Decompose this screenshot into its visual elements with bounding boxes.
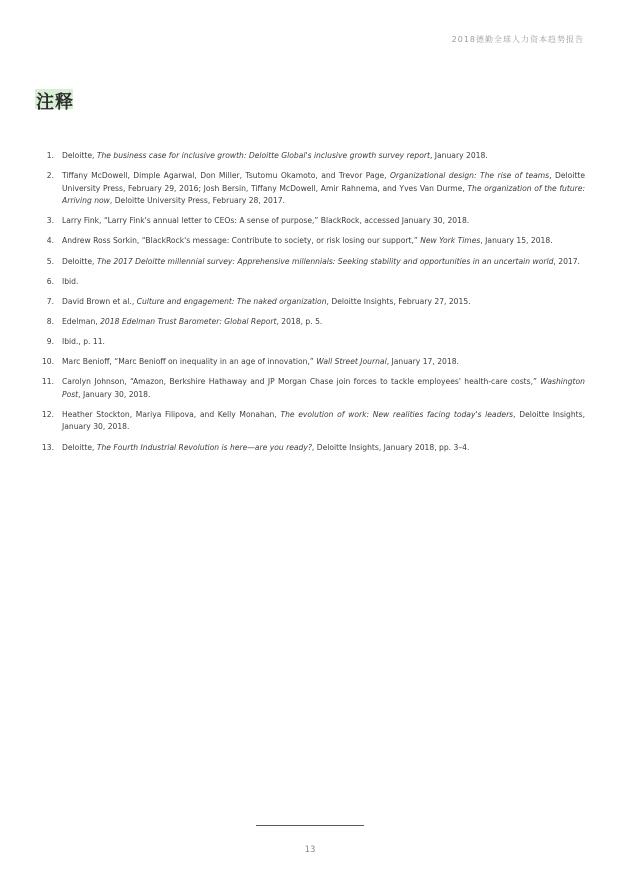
note-text: [62, 442, 585, 455]
note-item: [32, 215, 585, 228]
note-item: [32, 336, 585, 349]
note-number: 5.: [46, 256, 54, 266]
note-gap: [54, 170, 62, 208]
note-number: 1.: [46, 151, 54, 160]
note-gap: [54, 150, 62, 163]
note-text-segment: Deloitte,: [62, 256, 97, 266]
note-text-segment: Ibid., p. 11.: [62, 336, 105, 346]
note-citation-title: The business case for inclusive growth: Deloitte Global's inclusive growth survey report: [96, 151, 430, 160]
note-citation-title: The organization of the future: Arriving now: [62, 183, 586, 206]
note-text-segment: , January 17, 2018.: [386, 357, 459, 367]
note-text: [62, 276, 585, 289]
note-gap: [54, 215, 62, 228]
note-text: [62, 235, 585, 248]
note-gap: [54, 316, 62, 329]
footer-divider: [256, 825, 364, 826]
note-number: 2.: [46, 171, 54, 181]
note-text-segment: Marc Benioff, “Marc Benioff on inequality in an age of innovation,”: [62, 357, 317, 367]
note-gap: [54, 256, 62, 269]
note-citation-title: New York Times: [420, 236, 481, 246]
note-item: [32, 296, 585, 309]
note-text-segment: , Deloitte University Press, February 28, 2017.: [109, 196, 285, 206]
note-text-segment: Carolyn Johnson, “Amazon, Berkshire Hathaway and JP Morgan Chase join forces to tackle employees' health-care costs,”: [62, 377, 541, 387]
note-text-segment: , Deloitte Insights, January 2018, pp. 3–4.: [311, 442, 470, 452]
page-number: 13: [304, 845, 316, 855]
note-text: [62, 150, 585, 163]
note-gap: [54, 296, 62, 309]
note-text-segment: Andrew Ross Sorkin, “BlackRock's message: Contribute to society, or risk losing our support,”: [62, 236, 421, 246]
note-number: 13.: [41, 442, 54, 452]
note-citation-title: Wall Street Journal: [316, 357, 387, 367]
note-gap: [54, 356, 62, 369]
note-text-segment: Heather Stockton, Mariya Filipova, and Kelly Monahan,: [62, 409, 281, 419]
note-text: [62, 316, 585, 329]
note-item: [32, 170, 585, 208]
note-text-segment: David Brown et al.,: [62, 296, 137, 306]
note-number: 10.: [41, 357, 54, 367]
note-item: [32, 235, 585, 248]
note-number: 4.: [46, 236, 54, 246]
note-number: 9.: [46, 336, 54, 346]
note-text-segment: , January 2018.: [429, 151, 488, 160]
running-header: 2018德勤全球人力资本趋势报告: [451, 35, 584, 44]
note-gap: [54, 235, 62, 248]
note-text-segment: Tiffany McDowell, Dimple Agarwal, Don Miller, Tsutomu Okamoto, and Trevor Page,: [62, 171, 390, 181]
note-item: [32, 256, 585, 269]
note-text-segment: , 2017.: [553, 256, 580, 266]
note-text: [62, 215, 585, 228]
note-text-segment: , Deloitte University Press, February 29, 2016; Josh Bersin, Tiffany McDowell, Amir Rahnema, and Yves Van Durme,: [62, 171, 585, 193]
note-number: 11.: [41, 377, 54, 387]
note-text-segment: Deloitte,: [62, 442, 97, 452]
note-item: [32, 150, 585, 163]
note-text-segment: , Deloitte Insights, February 27, 2015.: [326, 296, 471, 306]
note-gap: [54, 276, 62, 289]
note-gap: [54, 336, 62, 349]
note-text: [62, 336, 585, 349]
note-number: 6.: [46, 276, 54, 286]
note-text-segment: Deloitte,: [62, 151, 97, 160]
note-text-segment: , January 30, 2018.: [78, 389, 151, 399]
note-citation-title: The Fourth Industrial Revolution is here—are you ready?: [96, 442, 312, 452]
note-item: [32, 442, 585, 455]
note-text: [62, 256, 585, 269]
note-text-segment: Ibid.: [62, 276, 79, 286]
note-gap: [54, 376, 62, 401]
note-item: [32, 409, 585, 434]
note-text-segment: , Deloitte Insights, January 30, 2018.: [62, 409, 585, 432]
note-item: [32, 316, 585, 329]
notes-list: [32, 150, 585, 462]
note-citation-title: 2018 Edelman Trust Barometer: Global Report: [100, 316, 277, 326]
note-text-segment: Larry Fink, “Larry Fink's annual letter to CEOs: A sense of purpose,” BlackRock, accessed January 30, 2018.: [62, 216, 470, 226]
note-citation-title: Organizational design: The rise of teams: [389, 171, 550, 181]
note-text: [62, 409, 585, 434]
note-text: [62, 356, 585, 369]
note-citation-title: The 2017 Deloitte millennial survey: Apprehensive millennials: Seeking stability and opportunities in an uncertain world: [96, 256, 554, 266]
note-text-segment: , 2018, p. 5.: [276, 316, 323, 326]
note-citation-title: Culture and engagement: The naked organization: [136, 296, 327, 306]
note-text: [62, 170, 585, 208]
note-number: 8.: [46, 316, 54, 326]
note-item: [32, 276, 585, 289]
note-number: 12.: [41, 409, 54, 419]
section-title: 注释: [35, 88, 75, 114]
note-item: [32, 376, 585, 401]
note-text-segment: , January 15, 2018.: [480, 236, 553, 246]
section-title-wrap: [35, 88, 75, 114]
note-text-segment: Edelman,: [62, 316, 101, 326]
note-number: 3.: [46, 216, 54, 226]
note-gap: [54, 409, 62, 434]
note-text: [62, 376, 585, 401]
note-item: [32, 356, 585, 369]
note-text: [62, 296, 585, 309]
note-citation-title: Washington Post: [62, 377, 585, 399]
note-citation-title: The evolution of work: New realities facing today's leaders: [280, 409, 514, 419]
note-gap: [54, 442, 62, 455]
note-number: 7.: [46, 296, 54, 306]
